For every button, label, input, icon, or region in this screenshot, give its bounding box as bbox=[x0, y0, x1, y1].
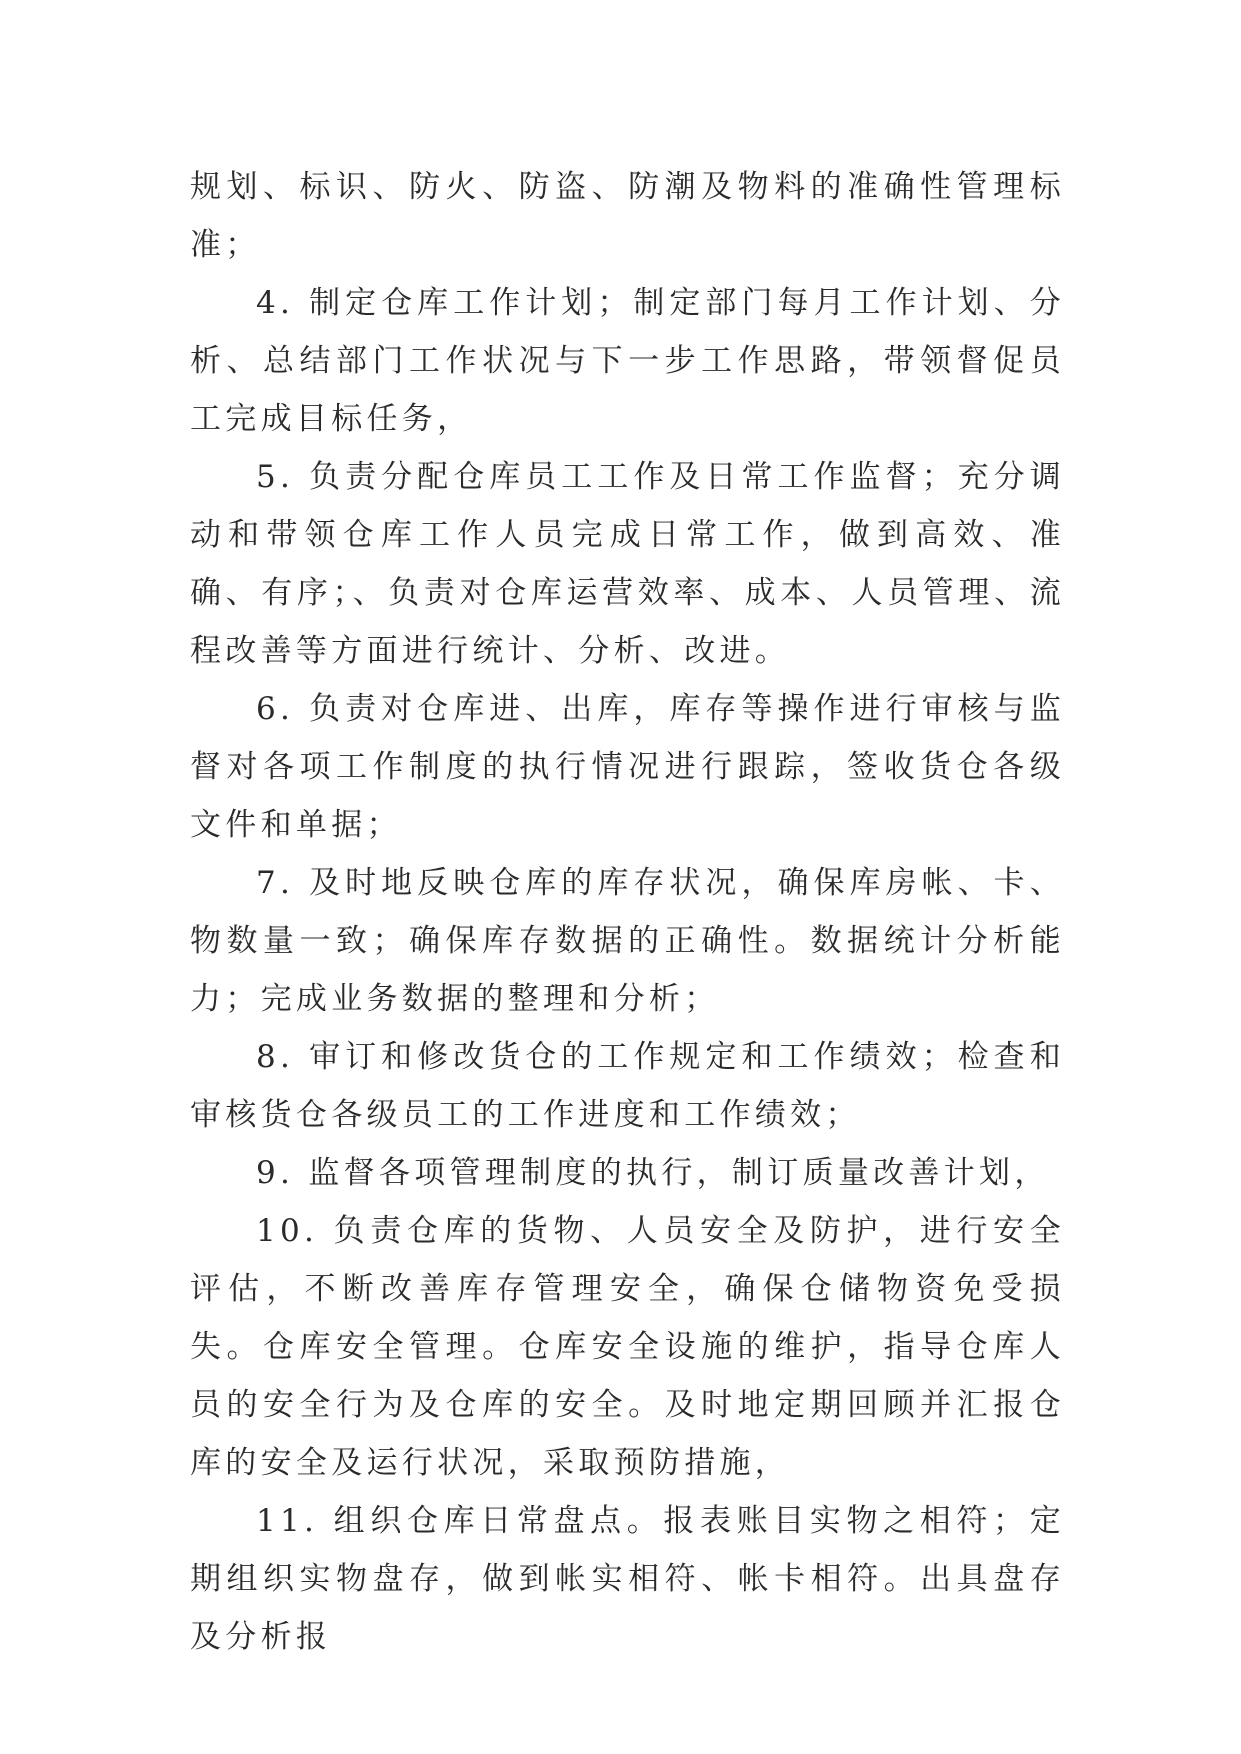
paragraph-item-10: 10. 负责仓库的货物、人员安全及防护，进行安全评估，不断改善库存管理安全，确保仓储物资免受损失。仓库安全管理。仓库安全设施的维护，指导仓库人员的安全行为及仓库的安全。及时地定期回顾并汇报仓库的安全及运行状况，采取预防措施， bbox=[190, 1213, 1065, 1481]
paragraph-item-11: 11. 组织仓库日常盘点。报表账目实物之相符；定期组织实物盘存，做到帐实相符、帐卡相符。出具盘存及分析报 bbox=[190, 1503, 1065, 1655]
paragraph-item-9: 9. 监督各项管理制度的执行，制订质量改善计划， bbox=[256, 1155, 1050, 1191]
paragraph-item-6: 6. 负责对仓库进、出库，库存等操作进行审核与监督对各项工作制度的执行情况进行跟踪，签收货仓各级文件和单据； bbox=[190, 691, 1065, 843]
paragraph-item-4: 4. 制定仓库工作计划；制定部门每月工作计划、分析、总结部门工作状况与下一步工作思路，带领督促员工完成目标任务， bbox=[190, 285, 1065, 437]
paragraph-item-5: 5. 负责分配仓库员工工作及日常工作监督；充分调动和带领仓库工作人员完成日常工作，做到高效、准确、有序；、负责对仓库运营效率、成本、人员管理、流程改善等方面进行统计、分析、改进。 bbox=[190, 459, 1065, 669]
paragraph-item-7: 7. 及时地反映仓库的库存状况，确保库房帐、卡、物数量一致；确保库存数据的正确性。数据统计分析能力；完成业务数据的整理和分析； bbox=[190, 865, 1065, 1017]
paragraph-continuation: 规划、标识、防火、防盗、防潮及物料的准确性管理标准； bbox=[190, 169, 1065, 263]
paragraph-item-8: 8. 审订和修改货仓的工作规定和工作绩效；检查和审核货仓各级员工的工作进度和工作绩效； bbox=[190, 1039, 1065, 1133]
document-body bbox=[190, 158, 1065, 1666]
